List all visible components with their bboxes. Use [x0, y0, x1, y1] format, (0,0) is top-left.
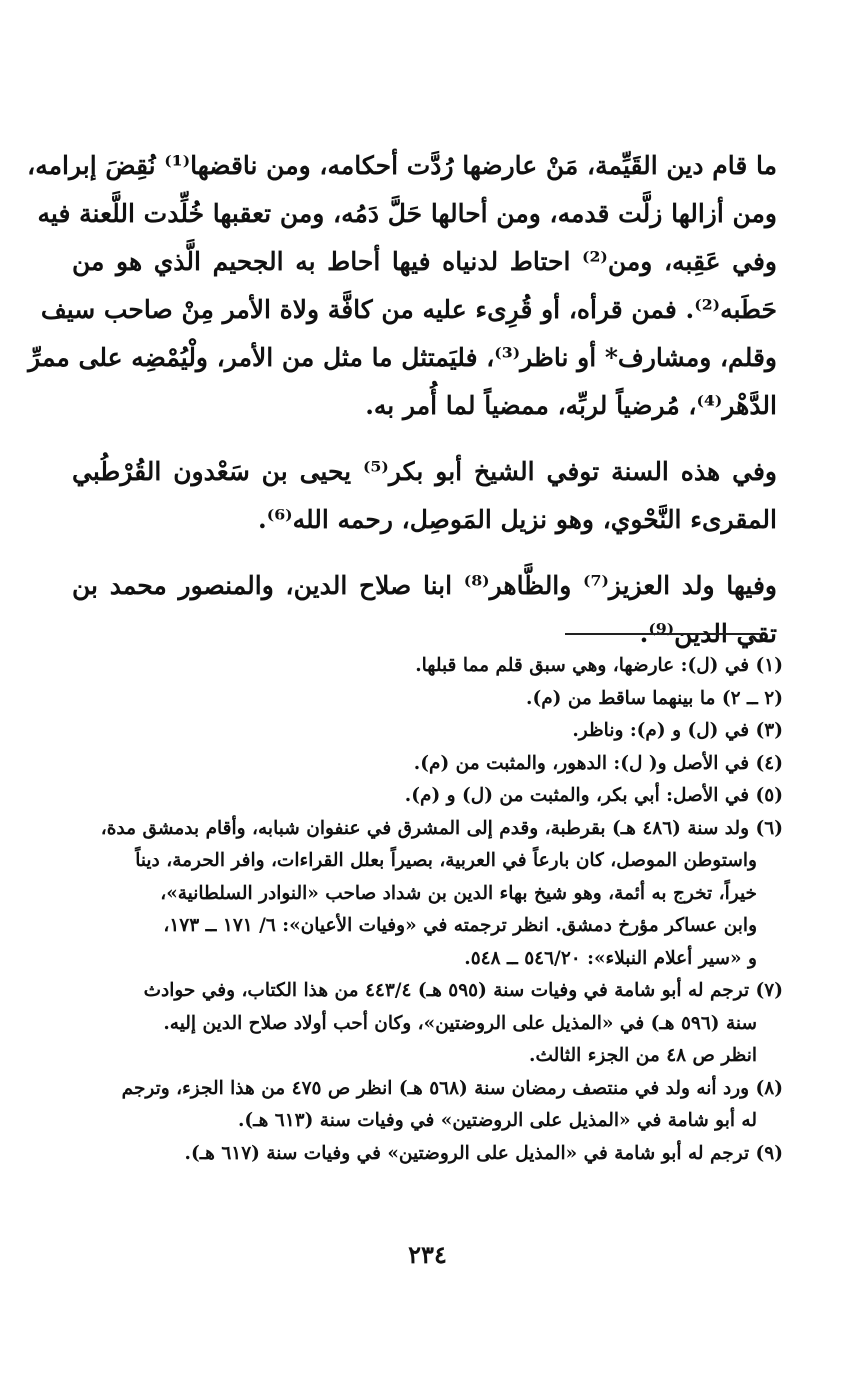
footnote-line: خيراً، تخرج به أئمة، وهو شيخ بهاء الدين بن شداد صاحب «النوادر السلطانية»، — [160, 882, 757, 904]
footnote-line: انظر ص ٤٨ من الجزء الثالث. — [529, 1045, 757, 1066]
text-line: ومن أزالها زلَّت قدمه، ومن أحالها حَلَّ دَمُه، ومن تعقبها خُلِّدت اللَّعنة فيه — [37, 199, 777, 228]
footnote-8 — [70, 1073, 783, 1138]
footnote-line: (٨) ورد أنه ولد في منتصف رمضان سنة (٥٦٨ هـ) انظر ص ٤٧٥ من هذا الجزء، وترجم — [121, 1077, 783, 1099]
main-text — [27, 142, 777, 658]
text-line: وقلم، ومشارف* أو ناظر⁽³⁾، فليَمتثل ما مثل من الأمر، ولْيُمْضِه على ممرِّ — [28, 343, 777, 372]
footnote-1 — [70, 650, 783, 683]
footnote-2 — [70, 683, 783, 716]
footnote-line: (٣) في (ل) و (م): وناظر. — [572, 720, 783, 741]
page-number: ٢٣٤ — [408, 1240, 447, 1269]
text-line: وفي هذه السنة توفي الشيخ أبو بكر⁽⁵⁾ يحيى بن سَعْدون القُرْطُبي — [72, 457, 777, 486]
footnote-line: (٩) ترجم له أبو شامة في «المذيل على الروضتين» في وفيات سنة (٦١٧ هـ). — [184, 1142, 783, 1164]
paragraph-2 — [72, 448, 777, 544]
footnote-separator — [565, 633, 760, 635]
footnote-line: واستوطن الموصل، كان بارعاً في العربية، بصيراً بعلل القراءات، وافر الحرمة، ديناً — [135, 850, 757, 871]
footnote-line: (٢ ــ ٢) ما بينهما ساقط من (م). — [526, 687, 783, 709]
footnote-line: له أبو شامة في «المذيل على الروضتين» في وفيات سنة (٦١٣ هـ). — [237, 1110, 757, 1131]
footnotes — [70, 650, 783, 1170]
paragraph-3 — [72, 562, 777, 658]
footnote-line: سنة (٥٩٦ هـ) في «المذيل على الروضتين»، وكان أحب أولاد صلاح الدين إليه. — [163, 1012, 757, 1034]
text-line: وفيها ولد العزيز⁽⁷⁾ والظَّاهر⁽⁸⁾ ابنا صلاح الدين، والمنصور محمد بن — [72, 571, 777, 600]
footnote-line: (٥) في الأصل: أبي بكر، والمثبت من (ل) و (م). — [404, 785, 783, 806]
paragraph-1 — [27, 142, 777, 430]
text-line: تقي الدين⁽⁹⁾. — [639, 619, 777, 648]
paragraph-gap — [72, 544, 777, 562]
text-line: وفي عَقِبه، ومن⁽²⁾ احتاط لدنياه فيها أحاط به الجحيم الَّذي هو من — [72, 247, 777, 276]
footnote-5 — [70, 780, 783, 813]
paragraph-gap — [72, 430, 777, 448]
footnote-line: (١) في (ل): عارضها، وهي سبق قلم مما قبلها. — [415, 655, 783, 676]
footnote-line: (٤) في الأصل و( ل): الدهور، والمثبت من (م). — [413, 752, 783, 774]
text-line: الدَّهْر⁽⁴⁾، مُرضياً لربِّه، ممضياً لما أُمر به. — [365, 391, 777, 420]
footnote-line: (٦) ولد سنة (٤٨٦ هـ) بقرطبة، وقدم إلى المشرق في عنفوان شبابه، وأقام بدمشق مدة، — [100, 817, 783, 839]
footnote-line: وابن عساكر مؤرخ دمشق. انظر ترجمته في «وفيات الأعيان»: ٦/ ١٧١ ــ ١٧٣، — [163, 915, 757, 936]
footnote-4 — [70, 748, 783, 781]
footnote-7 — [70, 975, 783, 1073]
text-line: ما قام دين القَيِّمة، مَنْ عارضها رُدَّت أحكامه، ومن ناقضها⁽¹⁾ نُقِضَ إبرامه، — [27, 151, 777, 180]
text-line: حَطَبه⁽²⁾. فمن قرأه، أو قُرِىء عليه من كافَّة ولاة الأمر مِنْ صاحب سيف — [40, 295, 777, 324]
text-line: المقرىء النَّحْوي، وهو نزيل المَوصِل، رحمه الله⁽⁶⁾. — [258, 505, 777, 534]
footnote-9 — [70, 1138, 783, 1171]
footnote-6 — [70, 813, 783, 976]
footnote-3 — [70, 715, 783, 748]
footnote-line: (٧) ترجم له أبو شامة في وفيات سنة (٥٩٥ هـ) ٤٤٣/٤ من هذا الكتاب، وفي حوادث — [143, 980, 783, 1001]
footnote-line: و «سير أعلام النبلاء»: ٥٤٦/٢٠ ــ ٥٤٨. — [464, 947, 757, 969]
